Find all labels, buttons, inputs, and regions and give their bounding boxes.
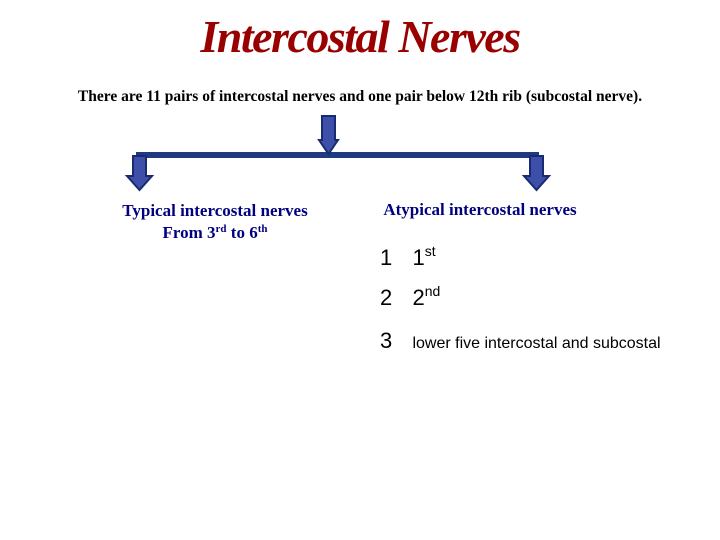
typical-heading: Typical intercostal nerves [122, 201, 308, 220]
left-arrow [127, 156, 152, 190]
item-text: 2nd [412, 283, 441, 310]
item-text: lower five intercostal and subcostal [412, 335, 661, 352]
right-arrow [524, 156, 549, 190]
list-item [380, 245, 436, 271]
connector-bar [136, 152, 539, 158]
item-number: 1 [380, 245, 393, 270]
typical-nerves-box [80, 200, 350, 244]
item-number: 2 [380, 285, 393, 310]
atypical-heading: Atypical intercostal nerves [383, 200, 577, 219]
list-item [380, 328, 661, 354]
page-title: Intercostal Nerves [200, 11, 520, 62]
item-number: 3 [380, 328, 393, 353]
item-text: 1st [412, 243, 436, 270]
top-arrow [319, 116, 338, 154]
typical-range: From 3rd to 6th [162, 223, 268, 242]
subtitle: There are 11 pairs of intercostal nerves and one pair below 12th rib (subcostal nerve). [77, 88, 643, 105]
list-item [380, 285, 440, 311]
